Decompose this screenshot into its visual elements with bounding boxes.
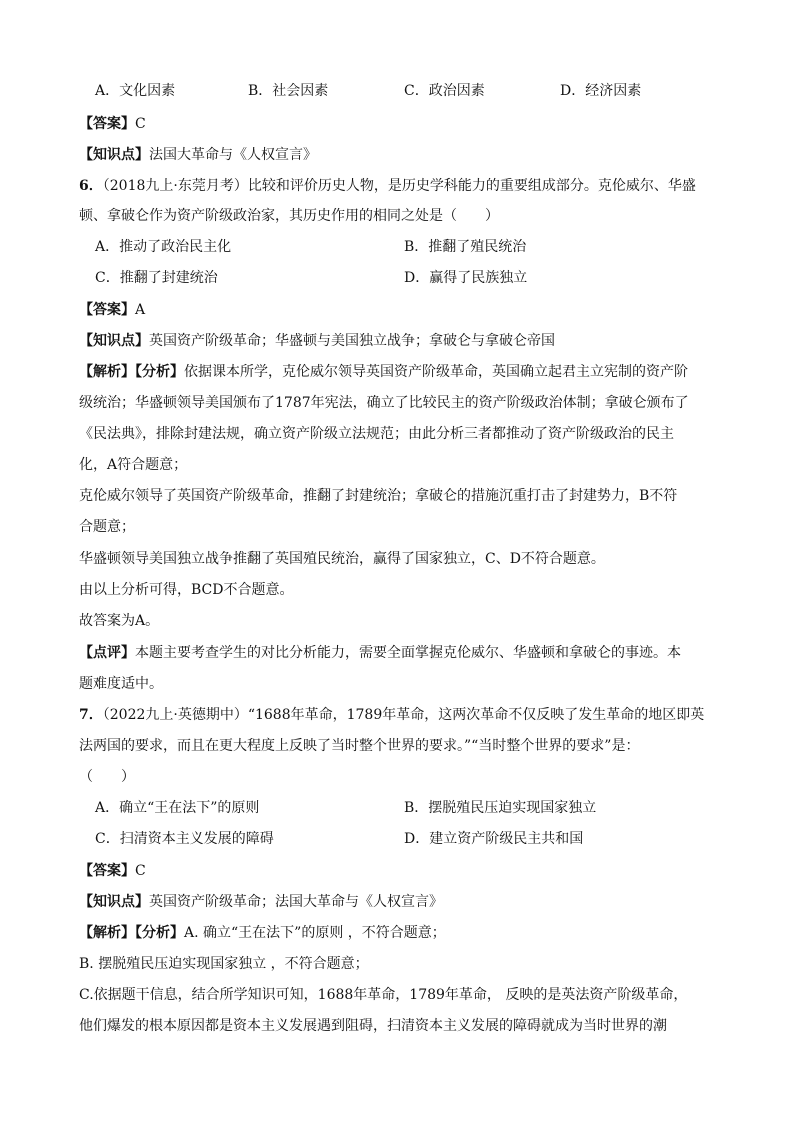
q5-knowledge (79, 145, 317, 165)
q6-analysis-line7: 华盛顿领导美国独立战争推翻了英国殖民统治，赢得了国家独立，C、D不符合题意。 (79, 551, 605, 567)
knowledge-tag: 【知识点】 (79, 147, 149, 163)
knowledge-tag: 【知识点】 (79, 333, 149, 349)
q7-option-d: D．建立资产阶级民主共和国 (404, 831, 584, 847)
q7-stem-line3: （ ） (79, 769, 135, 785)
q6-analysis-line8: 由以上分析可得，BCD不合题意。 (79, 582, 294, 598)
q6-analysis-line5: 克伦威尔领导了英国资产阶级革命，推翻了封建统治；拿破仑的措施沉重打击了封建势力，B不符 (79, 488, 678, 504)
q7-option-c: C．扫清资本主义发展的障碍 (95, 831, 274, 847)
q7-analysis-line3: C.依据题干信息，结合所学知识可知，1688年革命，1789年革命， 反映的是英法资产阶级革命， (79, 987, 688, 1003)
knowledge-value: 法国大革命与《人权宣言》 (149, 147, 317, 163)
answer-value: C (135, 863, 146, 879)
q7-analysis-line4: 他们爆发的根本原因都是资本主义发展遇到阻碍，扫清资本主义发展的障碍就成为当时世界的潮 (79, 1018, 667, 1034)
q5-option-b: B．社会因素 (248, 83, 329, 99)
q7-option-b: B．摆脱殖民压迫实现国家独立 (404, 800, 597, 816)
q7-answer (79, 861, 146, 881)
q6-comment-line1 (79, 643, 681, 663)
knowledge-tag: 【知识点】 (79, 894, 149, 910)
q6-stem-line1 (79, 176, 696, 196)
q6-option-a: A．推动了政治民主化 (95, 239, 232, 255)
analysis-text: A. 确立“王在法下”的原则 ，不符合题意； (184, 925, 446, 941)
q7-analysis-line1 (79, 923, 446, 943)
q7-stem-line1 (79, 705, 704, 725)
q7-analysis-line2: B. 摆脱殖民压迫实现国家独立 ，不符合题意； (79, 956, 369, 972)
q6-stem-line2: 顿、拿破仑作为资产阶级政治家，其历史作用的相同之处是（ ） (79, 208, 499, 224)
q6-option-b: B．推翻了殖民统治 (404, 239, 527, 255)
q5-option-a: A．文化因素 (95, 83, 176, 99)
q7-stem-line2: 法两国的要求，而且在更大程度上反映了当时整个世界的要求。”“当时整个世界的要求”是： (79, 738, 640, 754)
q6-analysis-line2: 级统治；华盛顿领导美国颁布了1787年宪法，确立了比较民主的资产阶级政治体制；拿破仑颁布了 (79, 395, 689, 411)
q7-option-a: A．确立“王在法下”的原则 (95, 800, 260, 816)
answer-tag: 【答案】 (79, 116, 135, 132)
question-stem: （2018九上·东莞月考）比较和评价历史人物，是历史学科能力的重要组成部分。克伦威尔、华盛 (102, 178, 696, 194)
question-number: 6． (79, 178, 103, 194)
answer-value: C (135, 116, 146, 132)
q7-knowledge (79, 892, 443, 912)
q6-option-d: D．赢得了民族独立 (404, 270, 528, 286)
q6-option-c: C．推翻了封建统治 (95, 270, 218, 286)
q6-knowledge (79, 331, 555, 351)
q6-comment-line2: 题难度适中。 (79, 676, 163, 692)
knowledge-value: 英国资产阶级革命；华盛顿与美国独立战争；拿破仑与拿破仑帝国 (149, 333, 555, 349)
analysis-tag: 【解析】【分析】 (79, 925, 184, 941)
q5-option-c: C．政治因素 (404, 83, 485, 99)
q6-analysis-line6: 合题意； (79, 519, 135, 535)
question-number: 7． (79, 707, 103, 723)
q6-answer (79, 300, 145, 320)
question-stem: （2022九上·英德期中）“1688年革命，1789年革命，这两次革命不仅反映了发生革命的地区即英 (102, 707, 705, 723)
comment-tag: 【点评】 (79, 645, 135, 661)
answer-value: A (135, 302, 146, 318)
answer-tag: 【答案】 (79, 302, 135, 318)
q6-analysis-line1 (79, 362, 688, 382)
q6-analysis-line9: 故答案为A。 (79, 613, 160, 629)
comment-text: 本题主要考查学生的对比分析能力，需要全面掌握克伦威尔、华盛顿和拿破仑的事迹。本 (135, 645, 681, 661)
q5-option-d: D．经济因素 (560, 83, 642, 99)
q6-analysis-line3: 《民法典》，排除封建法规，确立资产阶级立法规范；由此分析三者都推动了资产阶级政治的民主 (79, 426, 674, 442)
analysis-tag: 【解析】【分析】 (79, 364, 184, 380)
knowledge-value: 英国资产阶级革命；法国大革命与《人权宣言》 (149, 894, 443, 910)
answer-tag: 【答案】 (79, 863, 135, 879)
analysis-text: 依据课本所学，克伦威尔领导英国资产阶级革命，英国确立起君主立宪制的资产阶 (184, 364, 688, 380)
q5-answer (79, 114, 146, 134)
q6-analysis-line4: 化，A符合题意； (79, 457, 188, 473)
